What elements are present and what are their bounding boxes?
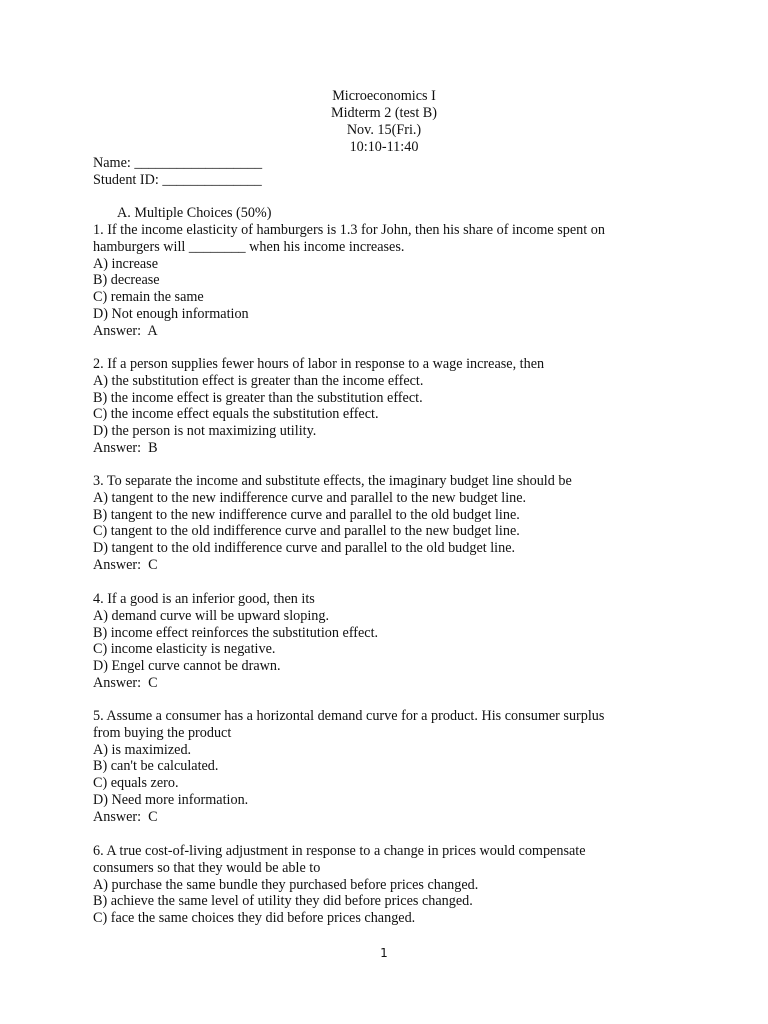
question-3 bbox=[93, 473, 693, 574]
exam-time: 10:10-11:40 bbox=[349, 139, 419, 155]
option-a: A) purchase the same bundle they purchased before prices changed. bbox=[93, 876, 479, 893]
question-text: from buying the product bbox=[93, 724, 232, 741]
question-text: hamburgers will ________ when his income increases. bbox=[93, 238, 405, 255]
question-text: 2. If a person supplies fewer hours of labor in response to a wage increase, then bbox=[93, 356, 545, 372]
answer: Answer: C bbox=[93, 674, 158, 691]
option-d: D) Not enough information bbox=[93, 305, 249, 322]
option-a: A) the substitution effect is greater than the income effect. bbox=[93, 372, 424, 389]
option-c: C) equals zero. bbox=[93, 775, 179, 792]
question-6 bbox=[93, 843, 693, 927]
option-b: B) decrease bbox=[93, 272, 160, 289]
question-text: 5. Assume a consumer has a horizontal demand curve for a product. His consumer surplus bbox=[93, 708, 605, 724]
question-5 bbox=[93, 708, 693, 826]
option-c: C) remain the same bbox=[93, 289, 204, 306]
option-a: A) is maximized. bbox=[93, 741, 192, 758]
option-b: B) the income effect is greater than the substitution effect. bbox=[93, 389, 423, 406]
option-c: C) face the same choices they did before prices changed. bbox=[93, 910, 416, 927]
name-field: Name: __________________ bbox=[93, 155, 263, 171]
answer: Answer: A bbox=[93, 322, 158, 339]
option-d: D) tangent to the old indifference curve and parallel to the old budget line. bbox=[93, 540, 516, 557]
option-d: D) Need more information. bbox=[93, 791, 249, 808]
option-c: C) the income effect equals the substitution effect. bbox=[93, 406, 379, 423]
student-fields bbox=[93, 155, 262, 189]
answer: Answer: C bbox=[93, 556, 158, 573]
answer: Answer: C bbox=[93, 808, 158, 825]
option-c: C) tangent to the old indifference curve and parallel to the new budget line. bbox=[93, 523, 520, 540]
question-4 bbox=[93, 591, 693, 692]
option-b: B) income effect reinforces the substitution effect. bbox=[93, 624, 379, 641]
exam-header bbox=[0, 88, 768, 156]
exam-title: Midterm 2 (test B) bbox=[331, 105, 437, 121]
question-2 bbox=[93, 356, 693, 457]
question-text: 3. To separate the income and substitute effects, the imaginary budget line should be bbox=[93, 473, 572, 489]
option-a: A) increase bbox=[93, 255, 158, 272]
student-id-field: Student ID: ______________ bbox=[93, 172, 262, 188]
exam-date: Nov. 15(Fri.) bbox=[346, 122, 422, 138]
question-text: 6. A true cost-of-living adjustment in response to a change in prices would compensate bbox=[93, 843, 586, 859]
question-text: consumers so that they would be able to bbox=[93, 859, 321, 876]
answer: Answer: B bbox=[93, 439, 158, 456]
option-a: A) tangent to the new indifference curve and parallel to the new budget line. bbox=[93, 489, 527, 506]
question-text: 1. If the income elasticity of hamburgers is 1.3 for John, then his share of income spent on bbox=[93, 222, 605, 238]
option-a: A) demand curve will be upward sloping. bbox=[93, 607, 330, 624]
option-c: C) income elasticity is negative. bbox=[93, 641, 276, 658]
option-b: B) achieve the same level of utility they did before prices changed. bbox=[93, 893, 473, 910]
page-number: 1 bbox=[380, 946, 388, 960]
option-b: B) can't be calculated. bbox=[93, 758, 219, 775]
question-1 bbox=[93, 222, 693, 340]
question-text: 4. If a good is an inferior good, then its bbox=[93, 591, 315, 607]
section-title: A. Multiple Choices (50%) bbox=[117, 205, 272, 221]
course-title: Microeconomics I bbox=[332, 88, 436, 104]
option-b: B) tangent to the new indifference curve and parallel to the old budget line. bbox=[93, 506, 520, 523]
option-d: D) the person is not maximizing utility. bbox=[93, 423, 317, 440]
option-d: D) Engel curve cannot be drawn. bbox=[93, 658, 281, 675]
